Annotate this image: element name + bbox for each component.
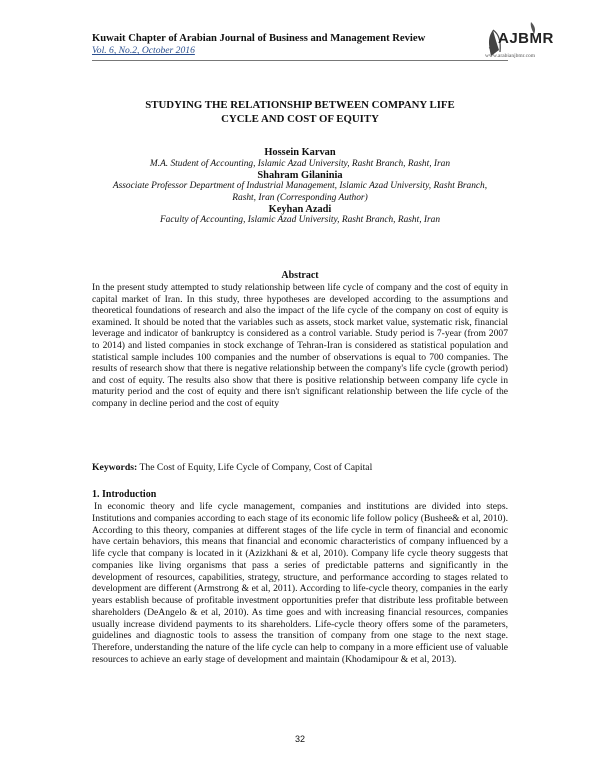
journal-name: Kuwait Chapter of Arabian Journal of Business and Management Review xyxy=(92,33,426,44)
author-affiliation: Faculty of Accounting, Islamic Azad University, Rasht Branch, Rasht, Iran xyxy=(159,215,441,226)
author-name: Shahram Gilaninia xyxy=(257,169,343,181)
paper-title xyxy=(92,98,508,126)
keywords-label: Keywords: xyxy=(92,462,138,473)
introduction-text: In economic theory and life cycle management, companies and institutions are divided into steps. Institutions and companies according to each stage of its economic life follow policy (Bushee& et al, 2010). According to this theory, companies at different stages of the life cycle in term of financial and economic have certain behaviors, this means that financial and economic characteristics of company influenced by a life cycle that company is located in it (Azizkhani & et al, 2010). Company life cycle theory suggests that companies like living organisms that pass a series of predictable patterns and significantly in the development of resources, capabilities, strategy, structure, and performance according to stages related to development are different (Armstrong & et al, 2011). According to life-cycle theory, companies in the early years establish because of profitable investment opportunities prefer that distribute less profitable between shareholders (DeAngelo & et al, 2010). As time goes and with increasing financial resources, companies usually increase dividend payments to its shareholders. Life-cycle theory offers some of the parameters, guidelines and diagnostic tools to assess the transition of company from one stage to the next stage. Therefore, understanding the nature of the life cycle can help to company in a more efficient use of valuable resources to achieve an early stage of development and maintain (Khodamipour & et al, 2013). xyxy=(92,501,508,665)
keywords xyxy=(92,462,508,474)
author-name: Keyhan Azadi xyxy=(268,203,332,215)
header-divider xyxy=(92,60,508,61)
journal-volume-link[interactable]: Vol. 6, No.2, October 2016 xyxy=(92,45,195,56)
abstract-text: In the present study attempted to study relationship between life cycle of company and the cost of equity in capital market of Iran. In this study, three hypotheses are developed according to the assumptions and theoretical foundations of research and also the impact of the life cycle of the company on cost of equity is examined. It should be noted that the variables such as assets, stock market value, systematic risk, financial leverage and indicator of bankruptcy is considered as a control variable. Study period is 7-year (from 2007 to 2014) and listed companies in stock exchange of Tehran-Iran is considered as statistical population and statistical sample includes 100 companies and the number of observations is equal to 700 companies. The results of research show that there is negative relationship between the company's life cycle (growth period) and cost of equity. The results also show that there is positive relationship between company life cycle in maturity period and the cost of equity and there isn't significant relationship between the life cycle of the company in decline period and the cost of equity xyxy=(92,282,508,409)
journal-website-link[interactable]: www.arabianjbmr.com xyxy=(485,53,536,59)
author-affiliation: Rasht, Iran (Corresponding Author) xyxy=(232,192,368,203)
journal-logo-text: AJBMR xyxy=(498,30,554,47)
author-affiliation: Associate Professor Department of Industrial Management, Islamic Azad University, Rasht Branch, xyxy=(112,181,488,192)
title-line-1: STUDYING THE RELATIONSHIP BETWEEN COMPANY LIFE xyxy=(145,99,455,111)
abstract-heading: Abstract xyxy=(281,270,319,281)
page-number: 32 xyxy=(294,734,305,744)
journal-header xyxy=(92,32,425,57)
author-affiliation: M.A. Student of Accounting, Islamic Azad University, Rasht Branch, Rasht, Iran xyxy=(149,158,451,169)
author-name: Hossein Karvan xyxy=(264,147,336,158)
title-line-2: CYCLE AND COST OF EQUITY xyxy=(221,113,379,125)
keywords-text: The Cost of Equity, Life Cycle of Company, Cost of Capital xyxy=(139,462,373,473)
section-heading-introduction: 1. Introduction xyxy=(92,489,157,500)
author-list xyxy=(92,147,508,227)
